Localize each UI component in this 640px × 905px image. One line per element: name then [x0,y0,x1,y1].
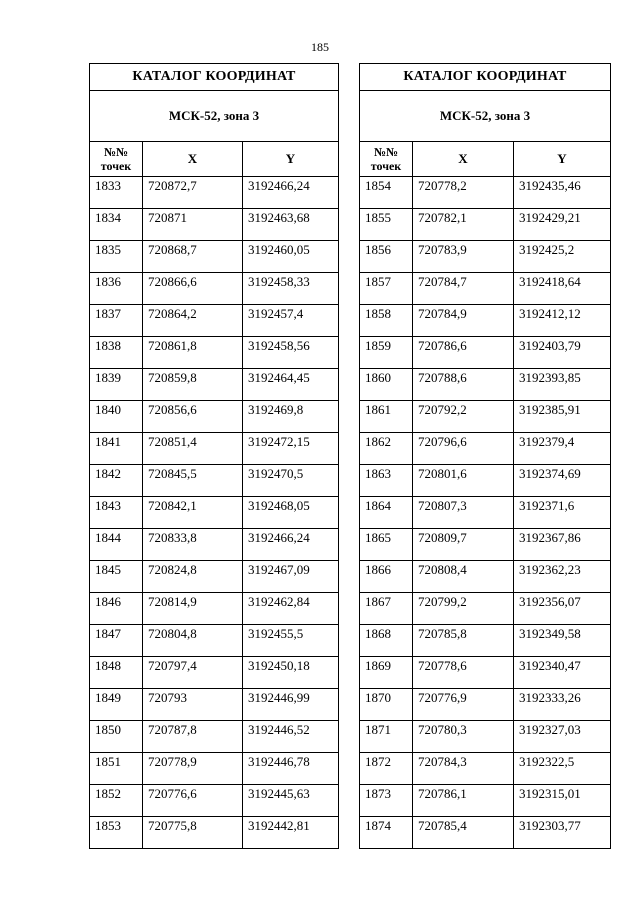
y-coordinate-cell: 3192412,12 [514,305,611,337]
y-coordinate-cell: 3192462,84 [243,593,339,625]
x-coordinate-cell: 720804,8 [143,625,243,657]
y-coordinate-cell: 3192458,56 [243,337,339,369]
column-header-x: X [413,142,514,177]
table-row [90,305,339,337]
point-number-cell: 1847 [90,625,143,657]
y-coordinate-cell: 3192333,26 [514,689,611,721]
x-coordinate-cell: 720783,9 [413,241,514,273]
table-row [360,561,611,593]
y-coordinate-cell: 3192442,81 [243,817,339,849]
y-coordinate-cell: 3192463,68 [243,209,339,241]
point-number-cell: 1839 [90,369,143,401]
x-coordinate-cell: 720797,4 [143,657,243,689]
y-coordinate-cell: 3192374,69 [514,465,611,497]
table-row [360,689,611,721]
header-num-line1: №№ [103,145,129,159]
point-number-cell: 1865 [360,529,413,561]
table-row [90,785,339,817]
point-number-cell: 1874 [360,817,413,849]
x-coordinate-cell: 720776,6 [143,785,243,817]
table-row [360,785,611,817]
y-coordinate-cell: 3192457,4 [243,305,339,337]
coordinate-catalog-table-left [89,63,339,849]
catalog-title: КАТАЛОГ КООРДИНАТ [90,64,339,91]
y-coordinate-cell: 3192340,47 [514,657,611,689]
y-coordinate-cell: 3192450,18 [243,657,339,689]
x-coordinate-cell: 720788,6 [413,369,514,401]
x-coordinate-cell: 720780,3 [413,721,514,753]
table-row [90,497,339,529]
x-coordinate-cell: 720787,8 [143,721,243,753]
coordinate-system: МСК-52, зона 3 [360,91,611,142]
table-row [90,465,339,497]
point-number-cell: 1850 [90,721,143,753]
table-row [90,433,339,465]
table-row [360,625,611,657]
y-coordinate-cell: 3192466,24 [243,529,339,561]
y-coordinate-cell: 3192460,05 [243,241,339,273]
table-row [360,337,611,369]
x-coordinate-cell: 720786,1 [413,785,514,817]
x-coordinate-cell: 720775,8 [143,817,243,849]
header-num-line1: №№ [373,145,399,159]
point-number-cell: 1867 [360,593,413,625]
table-row [360,433,611,465]
x-coordinate-cell: 720808,4 [413,561,514,593]
x-coordinate-cell: 720871 [143,209,243,241]
x-coordinate-cell: 720801,6 [413,465,514,497]
table-row [90,241,339,273]
x-coordinate-cell: 720785,4 [413,817,514,849]
page-number: 185 [311,40,329,54]
header-num-line2: точек [100,159,132,173]
column-header-point-number [90,142,143,177]
x-coordinate-cell: 720856,6 [143,401,243,433]
point-number-cell: 1849 [90,689,143,721]
point-number-cell: 1855 [360,209,413,241]
y-coordinate-cell: 3192455,5 [243,625,339,657]
y-coordinate-cell: 3192472,15 [243,433,339,465]
point-number-cell: 1835 [90,241,143,273]
x-coordinate-cell: 720851,4 [143,433,243,465]
column-header-y: Y [514,142,611,177]
y-coordinate-cell: 3192356,07 [514,593,611,625]
y-coordinate-cell: 3192425,2 [514,241,611,273]
x-coordinate-cell: 720784,3 [413,753,514,785]
y-coordinate-cell: 3192469,8 [243,401,339,433]
table-row [90,593,339,625]
x-coordinate-cell: 720807,3 [413,497,514,529]
point-number-cell: 1836 [90,273,143,305]
table-body-left [90,177,339,849]
coordinate-catalog-table-right [359,63,611,849]
point-number-cell: 1838 [90,337,143,369]
y-coordinate-cell: 3192464,45 [243,369,339,401]
table-row [360,497,611,529]
x-coordinate-cell: 720864,2 [143,305,243,337]
x-coordinate-cell: 720778,6 [413,657,514,689]
table-row [360,593,611,625]
table-row [360,753,611,785]
y-coordinate-cell: 3192315,01 [514,785,611,817]
point-number-cell: 1868 [360,625,413,657]
x-coordinate-cell: 720776,9 [413,689,514,721]
table-row [90,689,339,721]
y-coordinate-cell: 3192379,4 [514,433,611,465]
y-coordinate-cell: 3192403,79 [514,337,611,369]
y-coordinate-cell: 3192385,91 [514,401,611,433]
y-coordinate-cell: 3192322,5 [514,753,611,785]
table-row [90,721,339,753]
point-number-cell: 1862 [360,433,413,465]
x-coordinate-cell: 720845,5 [143,465,243,497]
point-number-cell: 1853 [90,817,143,849]
point-number-cell: 1841 [90,433,143,465]
point-number-cell: 1854 [360,177,413,209]
point-number-cell: 1871 [360,721,413,753]
y-coordinate-cell: 3192468,05 [243,497,339,529]
x-coordinate-cell: 720859,8 [143,369,243,401]
table-row [90,529,339,561]
point-number-cell: 1873 [360,785,413,817]
table-row [360,529,611,561]
point-number-cell: 1872 [360,753,413,785]
table-row [90,753,339,785]
point-number-cell: 1861 [360,401,413,433]
table-body-right [360,177,611,849]
table-row [90,337,339,369]
table-row [360,465,611,497]
x-coordinate-cell: 720866,6 [143,273,243,305]
x-coordinate-cell: 720814,9 [143,593,243,625]
point-number-cell: 1860 [360,369,413,401]
x-coordinate-cell: 720786,6 [413,337,514,369]
point-number-cell: 1851 [90,753,143,785]
point-number-cell: 1863 [360,465,413,497]
y-coordinate-cell: 3192418,64 [514,273,611,305]
table-row [360,209,611,241]
table-row [360,817,611,849]
x-coordinate-cell: 720785,8 [413,625,514,657]
y-coordinate-cell: 3192458,33 [243,273,339,305]
table-row [360,721,611,753]
table-row [90,401,339,433]
table-row [90,209,339,241]
y-coordinate-cell: 3192446,78 [243,753,339,785]
y-coordinate-cell: 3192470,5 [243,465,339,497]
table-row [90,657,339,689]
table-row [90,625,339,657]
x-coordinate-cell: 720796,6 [413,433,514,465]
point-number-cell: 1870 [360,689,413,721]
point-number-cell: 1833 [90,177,143,209]
x-coordinate-cell: 720778,2 [413,177,514,209]
x-coordinate-cell: 720872,7 [143,177,243,209]
table-row [360,177,611,209]
x-coordinate-cell: 720868,7 [143,241,243,273]
point-number-cell: 1859 [360,337,413,369]
y-coordinate-cell: 3192446,52 [243,721,339,753]
point-number-cell: 1843 [90,497,143,529]
y-coordinate-cell: 3192362,23 [514,561,611,593]
y-coordinate-cell: 3192446,99 [243,689,339,721]
table-row [360,657,611,689]
point-number-cell: 1856 [360,241,413,273]
table-row [90,817,339,849]
x-coordinate-cell: 720824,8 [143,561,243,593]
catalog-title: КАТАЛОГ КООРДИНАТ [360,64,611,91]
y-coordinate-cell: 3192367,86 [514,529,611,561]
point-number-cell: 1846 [90,593,143,625]
column-header-point-number [360,142,413,177]
point-number-cell: 1834 [90,209,143,241]
y-coordinate-cell: 3192393,85 [514,369,611,401]
x-coordinate-cell: 720833,8 [143,529,243,561]
x-coordinate-cell: 720784,7 [413,273,514,305]
table-row [90,561,339,593]
point-number-cell: 1866 [360,561,413,593]
point-number-cell: 1869 [360,657,413,689]
column-header-y: Y [243,142,339,177]
y-coordinate-cell: 3192466,24 [243,177,339,209]
point-number-cell: 1844 [90,529,143,561]
point-number-cell: 1837 [90,305,143,337]
header-num-line2: точек [370,159,402,173]
x-coordinate-cell: 720792,2 [413,401,514,433]
x-coordinate-cell: 720784,9 [413,305,514,337]
x-coordinate-cell: 720799,2 [413,593,514,625]
y-coordinate-cell: 3192429,21 [514,209,611,241]
y-coordinate-cell: 3192445,63 [243,785,339,817]
x-coordinate-cell: 720782,1 [413,209,514,241]
x-coordinate-cell: 720793 [143,689,243,721]
point-number-cell: 1857 [360,273,413,305]
x-coordinate-cell: 720809,7 [413,529,514,561]
table-row [360,401,611,433]
table-row [90,273,339,305]
table-row [360,273,611,305]
table-row [360,369,611,401]
point-number-cell: 1845 [90,561,143,593]
y-coordinate-cell: 3192435,46 [514,177,611,209]
point-number-cell: 1842 [90,465,143,497]
point-number-cell: 1848 [90,657,143,689]
point-number-cell: 1852 [90,785,143,817]
point-number-cell: 1858 [360,305,413,337]
y-coordinate-cell: 3192349,58 [514,625,611,657]
coordinate-system: МСК-52, зона 3 [90,91,339,142]
y-coordinate-cell: 3192371,6 [514,497,611,529]
table-row [360,305,611,337]
column-header-x: X [143,142,243,177]
table-row [90,177,339,209]
x-coordinate-cell: 720778,9 [143,753,243,785]
table-row [360,241,611,273]
y-coordinate-cell: 3192327,03 [514,721,611,753]
y-coordinate-cell: 3192467,09 [243,561,339,593]
point-number-cell: 1840 [90,401,143,433]
x-coordinate-cell: 720861,8 [143,337,243,369]
point-number-cell: 1864 [360,497,413,529]
y-coordinate-cell: 3192303,77 [514,817,611,849]
x-coordinate-cell: 720842,1 [143,497,243,529]
table-row [90,369,339,401]
